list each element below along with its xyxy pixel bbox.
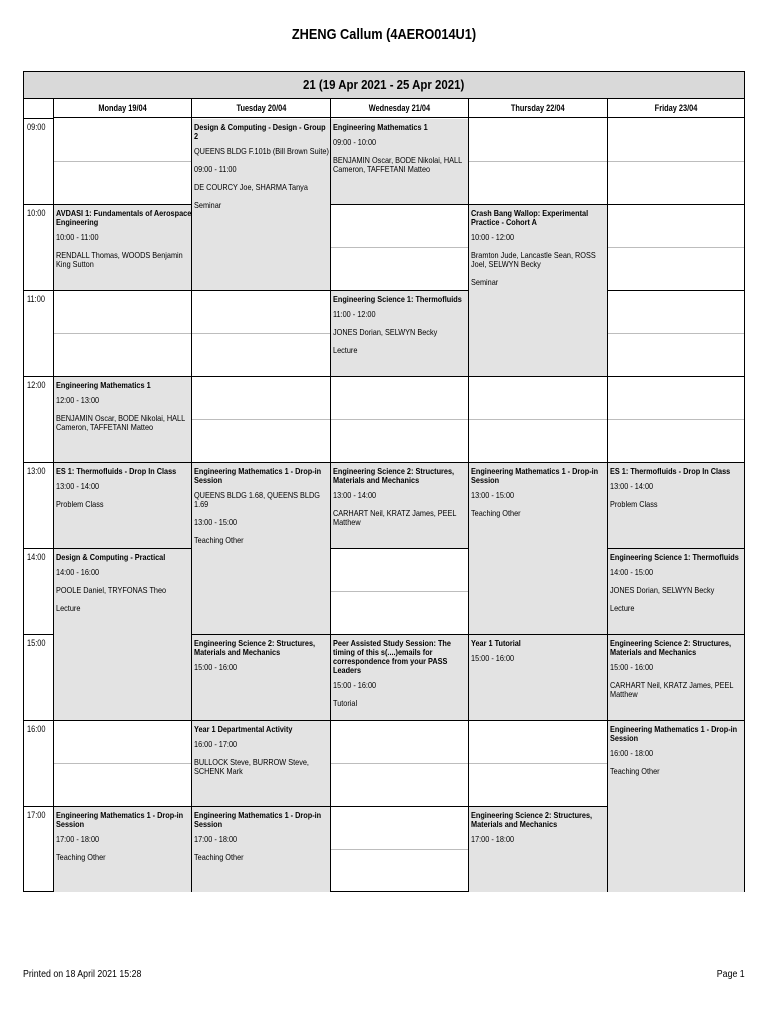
event-staff: CARHART Neil, KRATZ James, PEEL Matthew (610, 680, 734, 699)
event-title: Design & Computing - Practical (56, 552, 166, 562)
event-block[interactable] (469, 463, 607, 634)
event-block[interactable] (608, 549, 744, 634)
event-title: Engineering Mathematics 1 - Drop-in Session (471, 466, 599, 485)
event-room: QUEENS BLDG 1.68, QUEENS BLDG 1.69 (194, 490, 320, 509)
event-type: Problem Class (610, 499, 658, 509)
day-header-tuesday: Tuesday 20/04 (191, 99, 330, 118)
day-header-monday: Monday 19/04 (53, 99, 191, 118)
event-title: Peer Assisted Study Session: The timing of this s(....)emails for correspondence from your PASS Leaders (333, 638, 451, 675)
printed-date: Printed on 18 April 2021 15:28 (23, 969, 142, 980)
event-time: 15:00 - 16:00 (194, 662, 238, 672)
time-label: 12:00 (27, 380, 46, 390)
event-time: 13:00 - 15:00 (194, 517, 238, 527)
event-time: 15:00 - 16:00 (471, 653, 515, 663)
event-staff: POOLE Daniel, TRYFONAS Theo (56, 585, 167, 595)
event-staff: CARHART Neil, KRATZ James, PEEL Matthew (333, 508, 457, 527)
event-title: Engineering Mathematics 1 - Drop-in Session (56, 810, 184, 829)
event-block[interactable] (331, 463, 468, 548)
event-block[interactable] (192, 463, 330, 634)
timetable-grid (23, 71, 745, 892)
event-time: 14:00 - 16:00 (56, 567, 100, 577)
time-label: 09:00 (27, 122, 46, 132)
event-staff: JONES Dorian, SELWYN Becky (333, 327, 438, 337)
event-block[interactable] (469, 807, 607, 892)
event-title: Engineering Science 2: Structures, Materials and Mechanics (333, 466, 455, 485)
event-block[interactable] (469, 205, 607, 376)
event-time: 10:00 - 11:00 (56, 232, 99, 242)
event-staff: BULLOCK Steve, BURROW Steve, SCHENK Mark (194, 757, 309, 776)
event-block[interactable] (608, 635, 744, 720)
column-divider (607, 118, 608, 891)
event-title: Crash Bang Wallop: Experimental Practice - Cohort A (471, 208, 589, 227)
event-staff: Bramton Jude, Lancastle Sean, ROSS Joel, SELWYN Becky (471, 250, 596, 269)
event-type: Teaching Other (194, 852, 244, 862)
event-title: Engineering Science 1: Thermofluids (610, 552, 739, 562)
event-title: Engineering Mathematics 1 (333, 122, 428, 132)
event-type: Teaching Other (471, 508, 521, 518)
time-label: 11:00 (27, 294, 45, 304)
event-title: Engineering Mathematics 1 - Drop-in Session (194, 466, 322, 485)
time-label: 17:00 (27, 810, 46, 820)
event-title: Design & Computing - Design - Group 2 (194, 122, 326, 141)
event-type: Seminar (194, 200, 222, 210)
time-label: 16:00 (27, 724, 46, 734)
event-staff: RENDALL Thomas, WOODS Benjamin King Sutton (56, 250, 183, 269)
event-time: 09:00 - 10:00 (333, 137, 377, 147)
event-type: Problem Class (56, 499, 104, 509)
event-type: Teaching Other (610, 766, 660, 776)
event-block[interactable] (54, 549, 191, 720)
time-label: 13:00 (27, 466, 46, 476)
week-header: 21 (19 Apr 2021 - 25 Apr 2021) (24, 72, 744, 99)
event-block[interactable] (54, 205, 191, 290)
event-staff: BENJAMIN Oscar, BODE Nikolai, HALL Cameron, TAFFETANI Matteo (56, 413, 185, 432)
event-title: Engineering Mathematics 1 (56, 380, 151, 390)
event-time: 10:00 - 12:00 (471, 232, 515, 242)
event-block[interactable] (54, 377, 191, 462)
header-corner-line (24, 118, 53, 119)
column-divider (468, 118, 469, 891)
event-time: 16:00 - 18:00 (610, 748, 654, 758)
event-title: AVDASI 1: Fundamentals of Aerospace Engineering (56, 208, 192, 227)
event-staff: DE COURCY Joe, SHARMA Tanya (194, 182, 308, 192)
event-block[interactable] (331, 291, 468, 376)
event-title: Engineering Mathematics 1 - Drop-in Session (194, 810, 322, 829)
event-title: Year 1 Departmental Activity (194, 724, 293, 734)
day-header-thursday: Thursday 22/04 (468, 99, 607, 118)
event-block[interactable] (192, 119, 330, 290)
event-time: 17:00 - 18:00 (56, 834, 100, 844)
time-label: 15:00 (27, 638, 46, 648)
day-header-friday: Friday 23/04 (607, 99, 744, 118)
event-block[interactable] (608, 463, 744, 548)
time-label: 10:00 (27, 208, 46, 218)
event-block[interactable] (192, 721, 330, 806)
event-type: Lecture (610, 603, 635, 613)
event-room: QUEENS BLDG F.101b (Bill Brown Suite) (194, 146, 329, 156)
event-title: ES 1: Thermofluids - Drop In Class (56, 466, 177, 476)
event-time: 17:00 - 18:00 (471, 834, 515, 844)
column-divider (330, 118, 331, 891)
event-type: Tutorial (333, 698, 358, 708)
event-block[interactable] (192, 807, 330, 892)
column-divider (191, 118, 192, 891)
event-time: 15:00 - 16:00 (333, 680, 377, 690)
event-time: 13:00 - 14:00 (333, 490, 377, 500)
event-title: Engineering Mathematics 1 - Drop-in Session (610, 724, 738, 743)
event-type: Seminar (471, 277, 499, 287)
event-block[interactable] (331, 119, 468, 204)
column-divider (53, 118, 54, 891)
event-block[interactable] (469, 635, 607, 720)
event-block[interactable] (331, 635, 468, 720)
event-title: ES 1: Thermofluids - Drop In Class (610, 466, 731, 476)
event-type: Lecture (56, 603, 81, 613)
event-block[interactable] (608, 721, 744, 892)
time-label: 14:00 (27, 552, 46, 562)
event-block[interactable] (54, 807, 191, 892)
event-type: Lecture (333, 345, 358, 355)
event-time: 15:00 - 16:00 (610, 662, 654, 672)
page-title: ZHENG Callum (4AERO014U1) (291, 26, 477, 43)
event-time: 13:00 - 14:00 (610, 481, 654, 491)
event-time: 13:00 - 14:00 (56, 481, 100, 491)
event-time: 14:00 - 15:00 (610, 567, 654, 577)
event-title: Engineering Science 2: Structures, Materials and Mechanics (610, 638, 732, 657)
event-time: 09:00 - 11:00 (194, 164, 237, 174)
event-type: Teaching Other (56, 852, 106, 862)
event-time: 16:00 - 17:00 (194, 739, 238, 749)
event-staff: JONES Dorian, SELWYN Becky (610, 585, 715, 595)
page-number: Page 1 (717, 969, 745, 980)
event-time: 17:00 - 18:00 (194, 834, 238, 844)
event-title: Year 1 Tutorial (471, 638, 521, 648)
event-staff: BENJAMIN Oscar, BODE Nikolai, HALL Cameron, TAFFETANI Matteo (333, 155, 462, 174)
event-time: 11:00 - 12:00 (333, 309, 376, 319)
event-time: 13:00 - 15:00 (471, 490, 515, 500)
event-block[interactable] (192, 635, 330, 720)
event-type: Teaching Other (194, 535, 244, 545)
event-title: Engineering Science 1: Thermofluids (333, 294, 462, 304)
event-title: Engineering Science 2: Structures, Materials and Mechanics (194, 638, 316, 657)
event-block[interactable] (54, 463, 191, 548)
event-title: Engineering Science 2: Structures, Materials and Mechanics (471, 810, 593, 829)
day-header-wednesday: Wednesday 21/04 (330, 99, 468, 118)
event-time: 12:00 - 13:00 (56, 395, 100, 405)
